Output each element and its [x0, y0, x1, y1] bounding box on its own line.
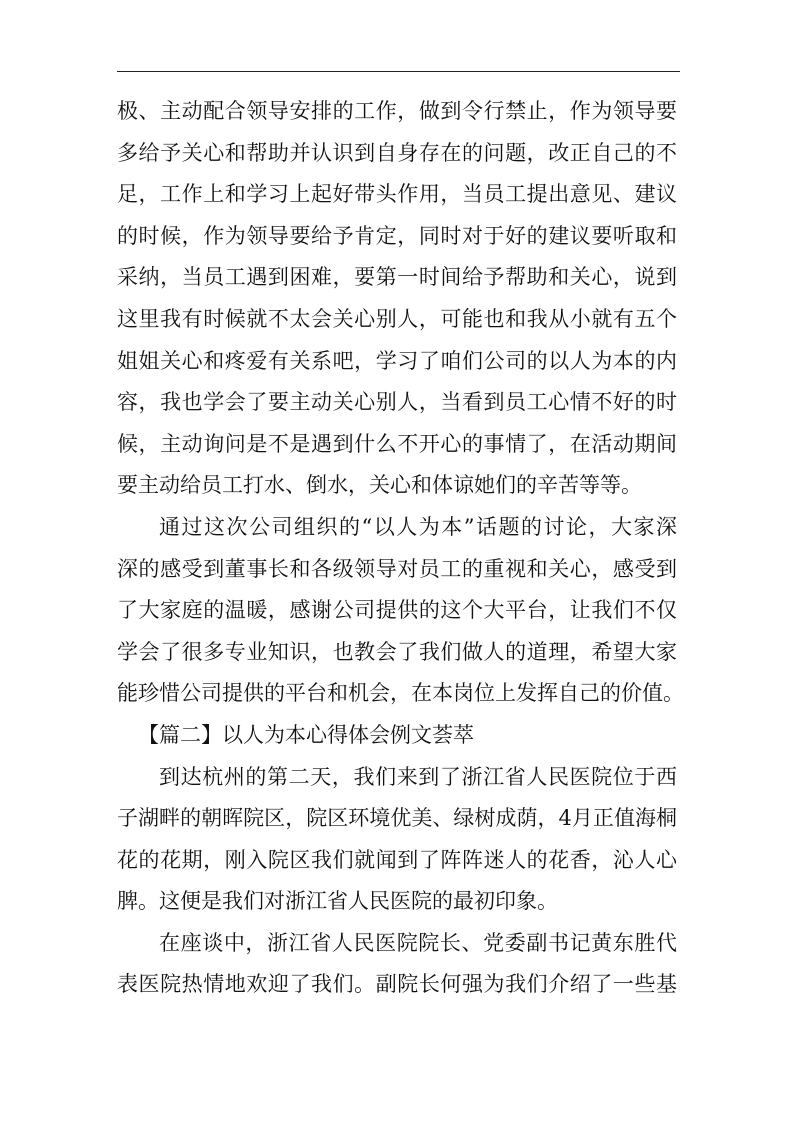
paragraph-first-line: 在座谈中，浙江省人民医院院长、党委副书记黄东胜代	[159, 930, 677, 955]
text-line: 表医院热情地欢迎了我们。副院长何强为我们介绍了一些基	[117, 972, 677, 997]
text-line: 了大家庭的温暖，感谢公司提供的这个大平台，让我们不仅	[117, 598, 677, 623]
text-line: 足，工作上和学习上起好带头作用，当员工提出意见、建议	[117, 182, 677, 207]
text-line: 这里我有时候就不太会关心别人，可能也和我从小就有五个	[117, 306, 677, 331]
text-line: 深的感受到董事长和各级领导对员工的重视和关心，感受到	[117, 556, 677, 581]
section-heading: 【篇二】以人为本心得体会例文荟萃	[138, 722, 474, 747]
paragraph-first-line: 通过这次公司组织的“以人为本”话题的讨论，大家深	[159, 514, 677, 539]
text-line: 多给予关心和帮助并认识到自身存在的问题，改正自己的不	[117, 140, 677, 165]
text-line: 花的花期，刚入院区我们就闻到了阵阵迷人的花香，沁人心	[117, 847, 677, 872]
document-body	[117, 91, 684, 1006]
text-line: 的时候，作为领导要给予肯定，同时对于好的建议要听取和	[117, 223, 677, 248]
text-line: 姐姐关心和疼爱有关系吧，学习了咱们公司的以人为本的内	[117, 348, 677, 373]
text-line: 子湖畔的朝晖院区，院区环境优美、绿树成荫，4月正值海桐	[117, 806, 677, 831]
header-rule	[117, 71, 680, 72]
paragraph-first-line: 到达杭州的第二天，我们来到了浙江省人民医院位于西	[159, 764, 677, 789]
text-line: 极、主动配合领导安排的工作，做到令行禁止，作为领导要	[117, 99, 677, 123]
text-line: 要主动给员工打水、倒水，关心和体谅她们的辛苦等等。	[117, 473, 642, 498]
text-line: 脾。这便是我们对浙江省人民医院的最初印象。	[117, 889, 558, 914]
text-line: 候，主动询问是不是遇到什么不开心的事情了，在活动期间	[117, 431, 677, 456]
text-line: 采纳，当员工遇到困难，要第一时间给予帮助和关心，说到	[117, 265, 677, 290]
text-line: 容，我也学会了要主动关心别人，当看到员工心情不好的时	[117, 390, 677, 415]
text-line: 能珍惜公司提供的平台和机会，在本岗位上发挥自己的价值。	[117, 681, 684, 706]
text-line: 学会了很多专业知识，也教会了我们做人的道理，希望大家	[117, 639, 677, 664]
